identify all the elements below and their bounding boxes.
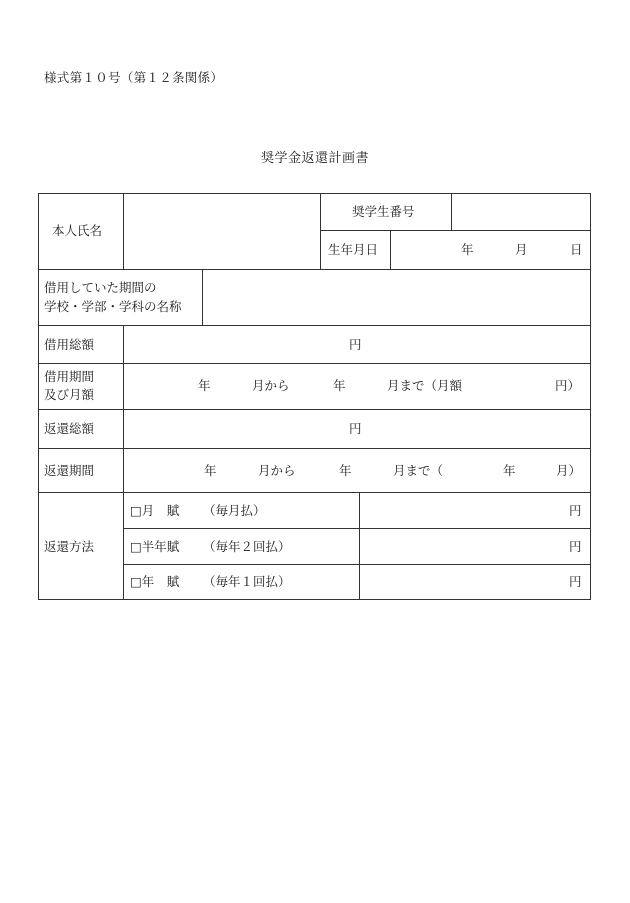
loan-period-year-from: 年 [198, 378, 211, 393]
loan-period-month-from: 月から [252, 378, 290, 393]
scholarship-number-label: 奨学生番号 [352, 204, 415, 219]
form-number: 様式第１０号（第１２条関係） [44, 70, 224, 85]
repay-total-label: 返還総額 [44, 421, 95, 436]
school-label-line2: 学校・学部・学科の名称 [44, 299, 182, 314]
school-label-line1: 借用していた期間の [44, 280, 157, 295]
name-input-cell[interactable] [123, 193, 321, 270]
method-annual-yen: 円 [569, 574, 582, 589]
loan-monthly-yen: 円） [555, 378, 581, 393]
repay-period-year-to: 年 [339, 463, 352, 478]
name-label: 本人氏名 [52, 223, 103, 238]
method-annual-option[interactable]: □年 賦 [130, 574, 180, 589]
loan-period-input-cell[interactable] [123, 363, 591, 410]
method-semiannual-yen: 円 [569, 539, 582, 554]
method-semiannual-option[interactable]: □半年賦 [130, 539, 180, 554]
scholarship-number-input-cell[interactable] [451, 193, 591, 231]
repay-period-year-from: 年 [204, 463, 217, 478]
repay-period-label: 返還期間 [44, 463, 95, 478]
birth-month-unit: 月 [515, 242, 528, 257]
loan-period-label-line1: 借用期間 [44, 369, 95, 384]
method-monthly-option[interactable]: □月 賦 [130, 503, 180, 518]
loan-period-label-line2: 及び月額 [44, 387, 95, 402]
loan-period-month-to: 月まで（月額 [387, 378, 463, 393]
birth-date-label: 生年月日 [328, 242, 379, 257]
method-annual-amount-cell[interactable] [359, 564, 591, 600]
birth-year-unit: 年 [461, 242, 474, 257]
loan-total-label: 借用総額 [44, 337, 95, 352]
school-input-cell[interactable] [202, 269, 591, 326]
method-semiannual-detail: （毎年２回払） [203, 539, 291, 554]
method-monthly-yen: 円 [569, 503, 582, 518]
method-annual-detail: （毎年１回払） [203, 574, 291, 589]
document-title: 奨学金返還計画書 [260, 151, 369, 166]
repay-period-month-to: 月まで（ [393, 463, 444, 478]
method-monthly-amount-cell[interactable] [359, 492, 591, 529]
loan-period-year-to: 年 [333, 378, 346, 393]
method-semiannual-amount-cell[interactable] [359, 528, 591, 565]
birth-day-unit: 日 [570, 242, 583, 257]
repay-duration-month: 月） [556, 463, 582, 478]
repay-duration-year: 年 [503, 463, 516, 478]
repay-period-month-from: 月から [258, 463, 296, 478]
repay-method-label: 返還方法 [44, 539, 95, 554]
method-monthly-detail: （毎月払） [203, 503, 266, 518]
repay-total-yen: 円 [349, 421, 362, 436]
loan-total-yen: 円 [349, 337, 362, 352]
repay-period-input-cell[interactable] [123, 448, 591, 493]
birth-date-input-cell[interactable] [390, 230, 591, 270]
